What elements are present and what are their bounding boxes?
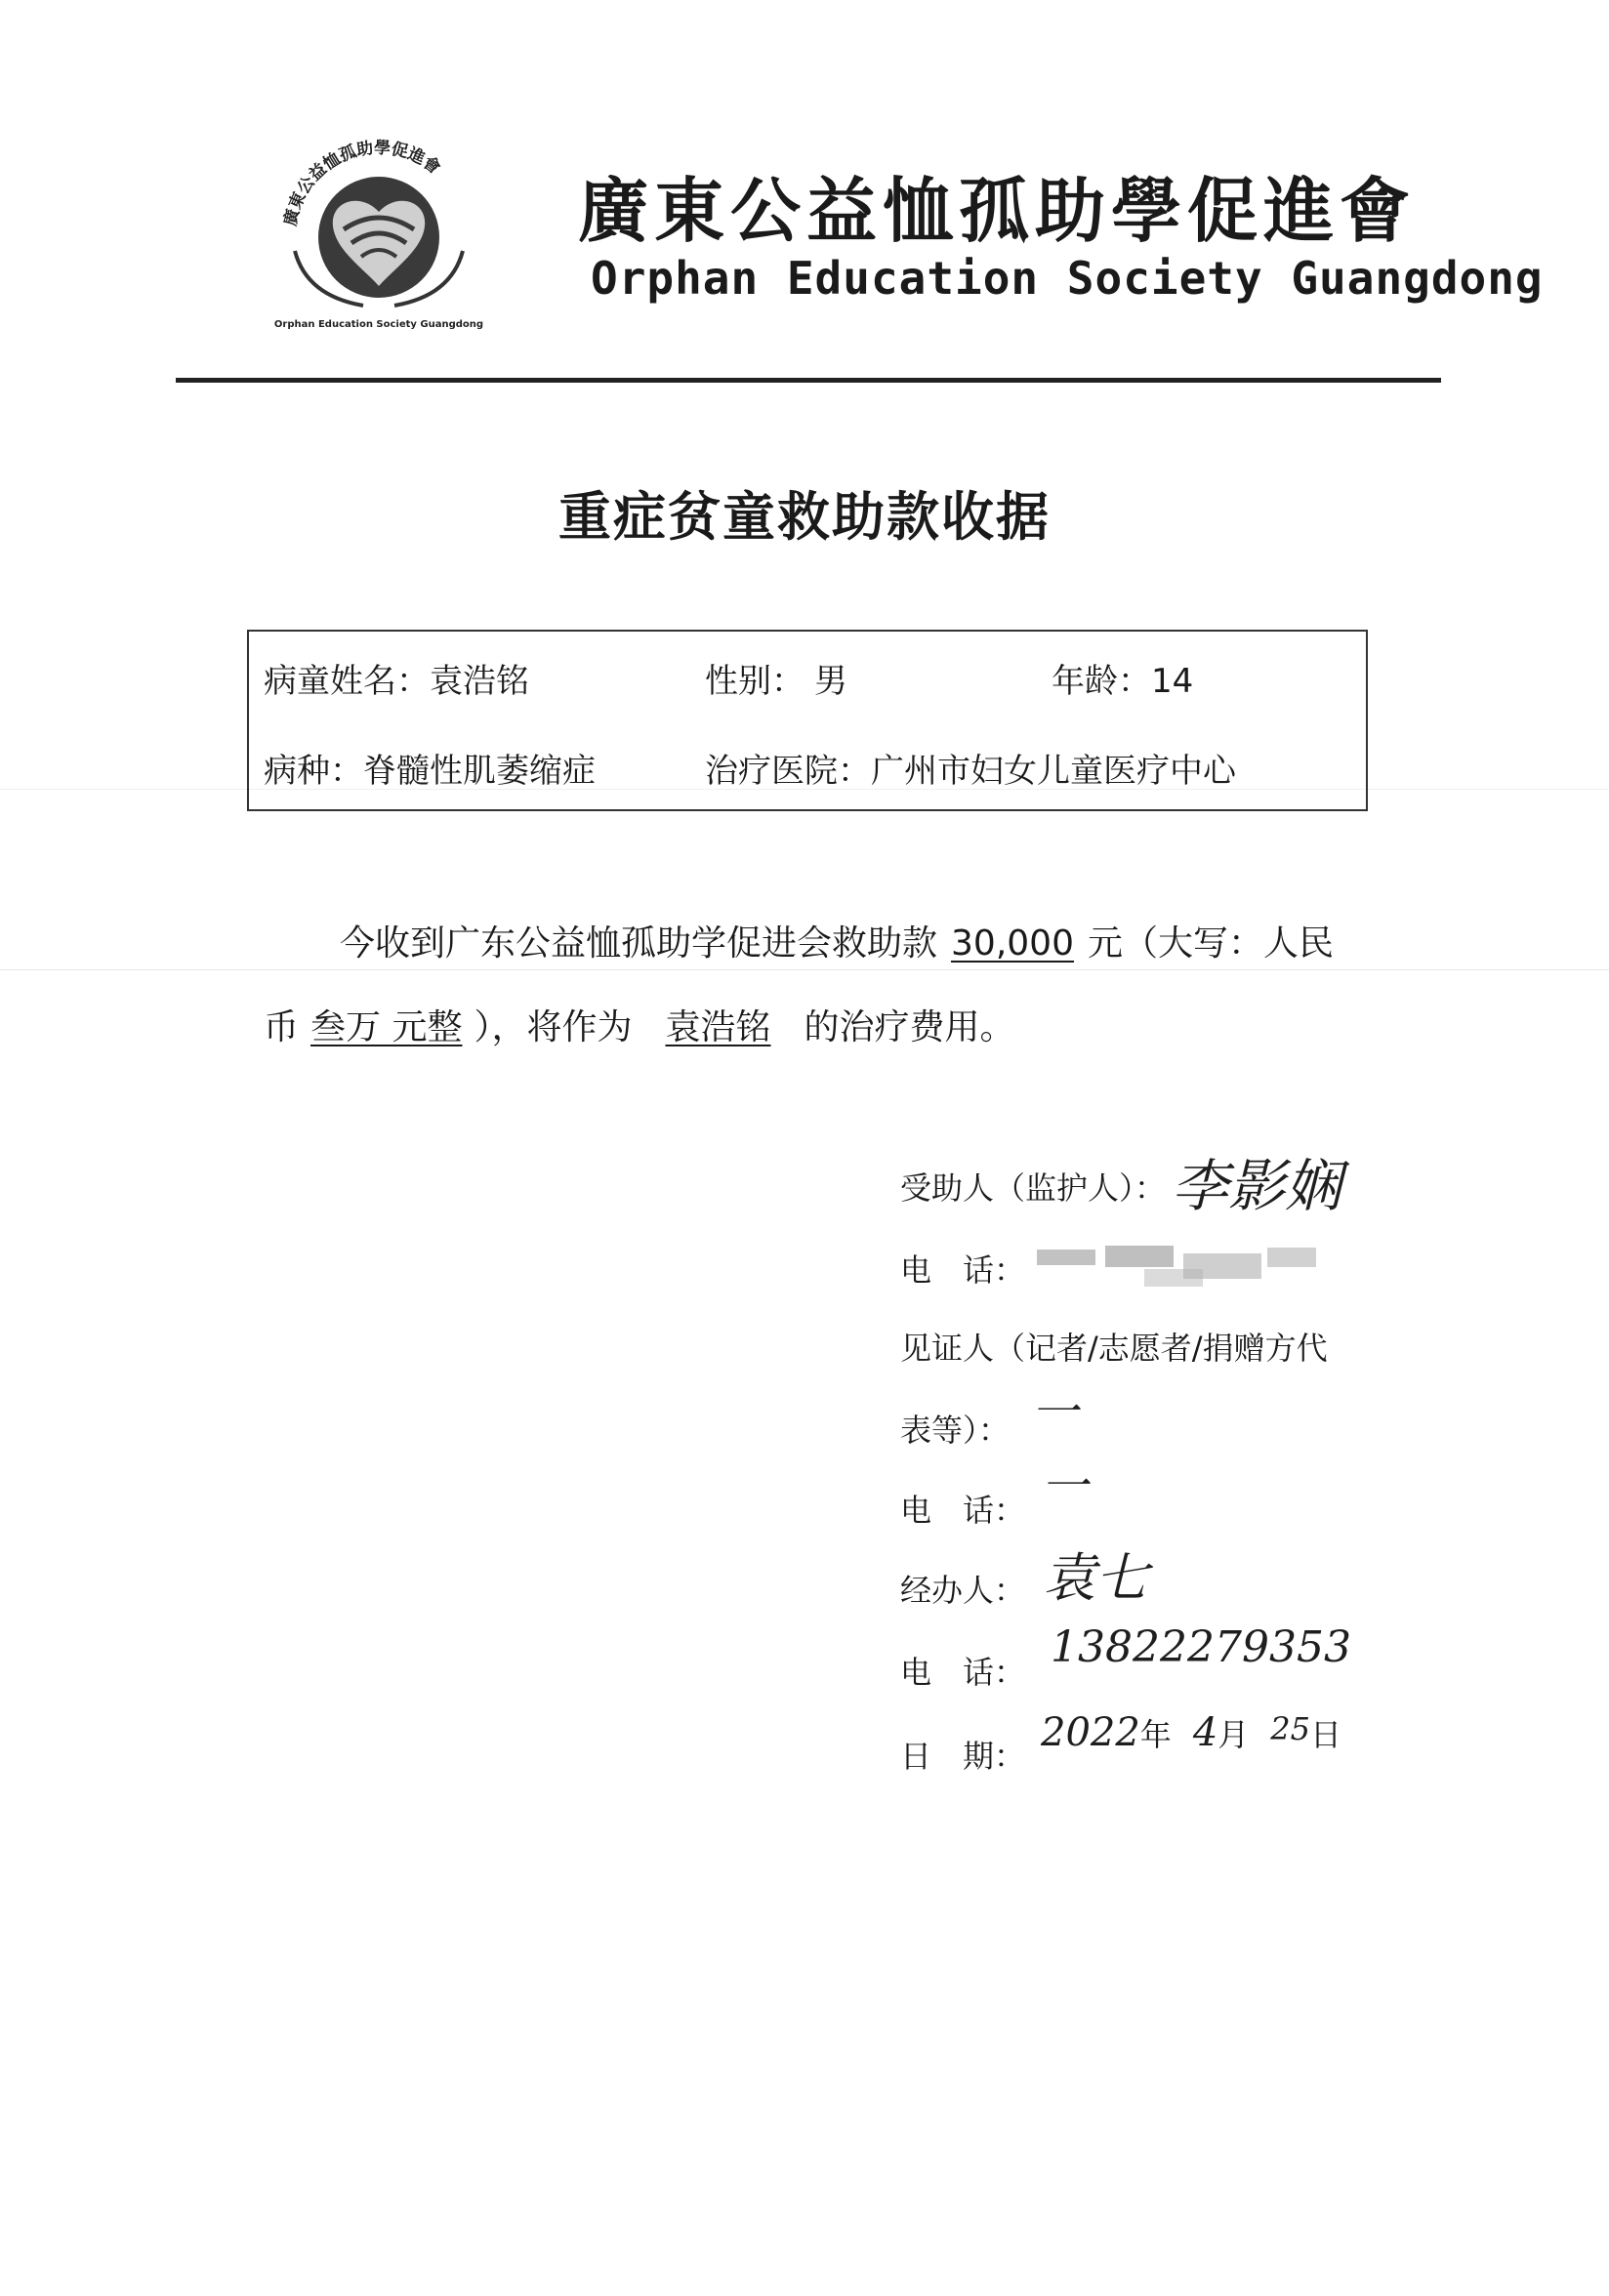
hospital-label: 治疗医院： bbox=[705, 752, 871, 791]
document-title: 重症贫童救助款收据 bbox=[558, 485, 1051, 548]
society-logo bbox=[266, 122, 492, 335]
recipient-signature: 李影娴 bbox=[1172, 1153, 1342, 1219]
witness-label-line1: 见证人（记者/志愿者/捐赠方代 bbox=[900, 1330, 1328, 1367]
age-value: 14 bbox=[1151, 662, 1194, 701]
handler-phone-value: 13822279353 bbox=[1051, 1622, 1351, 1672]
witness-signature: 一 bbox=[1031, 1385, 1079, 1440]
age-label: 年龄： bbox=[1052, 662, 1151, 701]
witness-label-line2: 表等）： bbox=[900, 1412, 1011, 1449]
hospital-field bbox=[705, 744, 1236, 792]
org-name-chinese: 廣東公益恤孤助學促進會 bbox=[578, 169, 1417, 252]
amount-value: 30,000 bbox=[951, 923, 1074, 964]
redacted-phone-mark bbox=[1037, 1240, 1330, 1298]
beneficiary-name: 袁浩铭 bbox=[665, 1007, 771, 1047]
scan-fold-line bbox=[0, 969, 1609, 970]
receipt-mid: ），将作为 bbox=[474, 1007, 633, 1047]
date-day: 25 bbox=[1270, 1710, 1310, 1747]
patient-name-field bbox=[264, 654, 529, 702]
gender-label: 性别： bbox=[705, 662, 804, 701]
receipt-line-1 bbox=[340, 916, 1334, 965]
date-month: 4 bbox=[1192, 1710, 1218, 1755]
recipient-phone-label: 电 话： bbox=[900, 1251, 1026, 1289]
receipt-end: 的治疗费用。 bbox=[804, 1007, 1015, 1047]
handler-phone-label: 电 话： bbox=[900, 1654, 1026, 1691]
logo-caption: Orphan Education Society Guangdong bbox=[273, 319, 484, 330]
patient-name-label: 病童姓名： bbox=[264, 662, 430, 701]
hospital-value: 广州市妇女儿童医疗中心 bbox=[871, 752, 1236, 791]
witness-phone-signature: 一 bbox=[1041, 1459, 1089, 1514]
date-month-unit: 月 bbox=[1217, 1716, 1250, 1753]
date-year-unit: 年 bbox=[1139, 1716, 1172, 1753]
handler-signature: 袁七 bbox=[1043, 1547, 1148, 1609]
date-day-unit: 日 bbox=[1310, 1716, 1342, 1753]
recipient-label: 受助人（监护人）： bbox=[900, 1169, 1167, 1207]
patient-name-value: 袁浩铭 bbox=[430, 662, 529, 701]
date-value bbox=[1041, 1710, 1341, 1755]
header-divider bbox=[176, 378, 1441, 383]
gender-value: 男 bbox=[814, 662, 847, 701]
logo-ring-text: 廣東公益恤孤助學促進會 bbox=[280, 138, 444, 228]
disease-field bbox=[264, 744, 596, 792]
receipt-suffix: 元（大写：人民 bbox=[1087, 923, 1334, 964]
gender-field bbox=[705, 654, 847, 702]
disease-value: 脊髓性肌萎缩症 bbox=[363, 752, 596, 791]
receipt-line-2 bbox=[264, 1000, 1015, 1049]
org-name-english: Orphan Education Society Guangdong bbox=[591, 252, 1544, 305]
receipt-prefix: 今收到广东公益恤孤助学促进会救助款 bbox=[340, 923, 938, 964]
handler-label: 经办人： bbox=[900, 1572, 1026, 1609]
disease-label: 病种： bbox=[264, 752, 363, 791]
date-year: 2022 bbox=[1041, 1710, 1140, 1755]
witness-phone-label: 电 话： bbox=[900, 1492, 1026, 1529]
date-label: 日 期： bbox=[900, 1738, 1026, 1775]
amount-uppercase: 叁万 元整 bbox=[310, 1007, 463, 1047]
age-field bbox=[1052, 654, 1193, 702]
currency-prefix: 币 bbox=[264, 1007, 300, 1047]
